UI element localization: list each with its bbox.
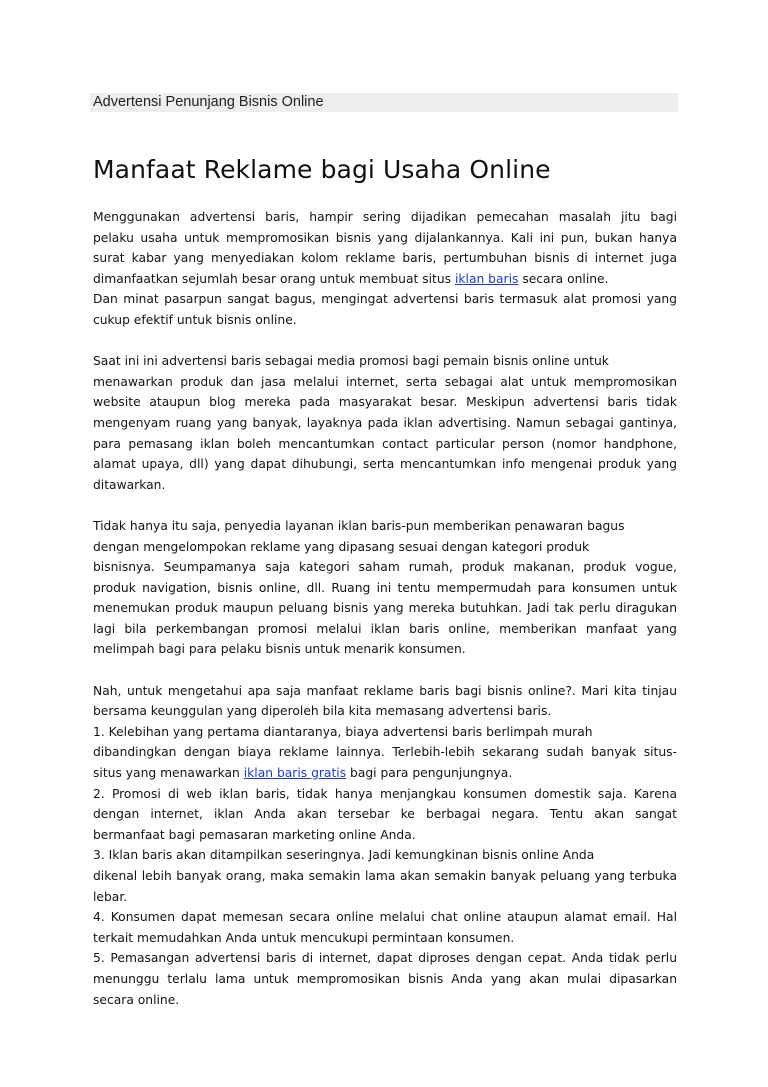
iklan-baris-gratis-link[interactable]: iklan baris gratis — [243, 766, 347, 781]
text-segment: bagi para pengunjungnya. — [346, 766, 513, 781]
text-line: dengan internet, iklan Anda akan tersebar ke berbagai negara. Tentu akan sangat — [93, 807, 677, 822]
text-segment: dimanfaatkan sejumlah besar orang untuk membuat situs — [93, 271, 455, 286]
text-line: Dan minat pasarpun sangat bagus, mengingat advertensi baris termasuk alat promosi yang — [93, 292, 677, 307]
text-line: melimpah bagi para pelaku bisnis untuk menarik konsumen. — [93, 642, 466, 657]
text-line: bisnisnya. Seumpamanya saja kategori saham rumah, produk makanan, produk vogue, — [93, 560, 677, 575]
text-line: 1. Kelebihan yang pertama diantaranya, biaya advertensi baris berlimpah murah — [93, 724, 593, 739]
paragraph-gap — [93, 660, 677, 681]
text-line: dengan mengelompokan reklame yang dipasang sesuai dengan kategori produk — [93, 539, 590, 554]
paragraph-1 — [93, 207, 677, 331]
text-line: Menggunakan advertensi baris, hampir sering dijadikan pemecahan masalah jitu bagi — [93, 210, 677, 224]
text-line: bersama keunggulan yang diperoleh bila kita memasang advertensi baris. — [93, 704, 552, 719]
text-line: 2. Promosi di web iklan baris, tidak hanya menjangkau konsumen domestik saja. Karena — [93, 786, 677, 801]
text-line: ditawarkan. — [93, 477, 166, 492]
text-line: Nah, untuk mengetahui apa saja manfaat reklame baris bagi bisnis online?. Mari kita tinjau — [93, 683, 677, 698]
text-line: mengenyam ruang yang banyak, layaknya pada iklan advertising. Namun sebagai gantinya, — [93, 415, 677, 430]
paragraph-3 — [93, 516, 677, 660]
text-line: Saat ini ini advertensi baris sebagai media promosi bagi pemain bisnis online untuk — [93, 354, 609, 369]
text-line: 5. Pemasangan advertensi baris di internet, dapat diproses dengan cepat. Anda tidak perlu — [93, 951, 677, 966]
paragraph-gap — [93, 495, 677, 516]
text-line: website ataupun blog mereka pada masyarakat besar. Meskipun advertensi baris tidak — [93, 395, 677, 410]
header-label: Advertensi Penunjang Bisnis Online — [93, 94, 324, 110]
text-line: dibandingkan dengan biaya reklame lainnya. Terlebih-lebih sekarang sudah banyak situs- — [93, 745, 677, 760]
text-line: cukup efektif untuk bisnis online. — [93, 312, 297, 327]
text-line: menemukan produk maupun peluang bisnis yang mereka butuhkan. Jadi tak perlu diragukan — [93, 601, 677, 616]
text-line: surat kabar yang menyediakan kolom reklame baris, pertumbuhan bisnis di internet juga — [93, 251, 677, 266]
text-line: menawarkan produk dan jasa melalui internet, serta sebagai alat untuk mempromosikan — [93, 374, 677, 389]
text-line: lagi bila perkembangan promosi melalui iklan baris online, memberikan manfaat yang — [93, 621, 677, 636]
text-line: Tidak hanya itu saja, penyedia layanan iklan baris-pun memberikan penawaran bagus — [93, 518, 625, 533]
text-line: alamat upaya, dll) yang dapat dihubungi, serta mencantumkan info mengenai produk yang — [93, 457, 677, 472]
text-line: menunggu terlalu lama untuk mempromosikan bisnis Anda yang akan mulai dipasarkan — [93, 971, 677, 986]
paragraph-4 — [93, 681, 677, 1011]
text-line: terkait memudahkan Anda untuk mencukupi permintaan konsumen. — [93, 930, 515, 945]
article-body — [93, 207, 677, 1010]
text-line: dikenal lebih banyak orang, maka semakin lama akan semakin banyak peluang yang terbuka — [93, 869, 677, 883]
text-segment: secara online. — [518, 271, 609, 286]
text-line: para pemasang iklan boleh mencantumkan contact particular person (nomor handphone, — [93, 436, 677, 451]
paragraph-2 — [93, 351, 677, 495]
document-header — [90, 93, 678, 112]
text-line — [93, 763, 677, 784]
iklan-baris-link[interactable]: iklan baris — [454, 271, 519, 286]
text-segment: situs yang menawarkan — [93, 766, 244, 781]
text-line: produk navigation, bisnis online, dll. Ruang ini tentu mempermudah para konsumen untuk — [93, 580, 677, 595]
text-line: secara online. — [93, 992, 180, 1007]
text-line: 3. Iklan baris akan ditampilkan seseringnya. Jadi kemungkinan bisnis online Anda — [93, 848, 595, 863]
text-line: lebar. — [93, 889, 128, 904]
text-line — [93, 269, 677, 290]
article-title: Manfaat Reklame bagi Usaha Online — [93, 155, 551, 184]
text-line: pelaku usaha untuk mempromosikan bisnis yang dijalankannya. Kali ini pun, bukan hanya — [93, 230, 677, 245]
text-line: bermanfaat bagi pemasaran marketing online Anda. — [93, 827, 416, 842]
paragraph-gap — [93, 331, 677, 352]
text-line: 4. Konsumen dapat memesan secara online melalui chat online ataupun alamat email. Hal — [93, 910, 677, 925]
